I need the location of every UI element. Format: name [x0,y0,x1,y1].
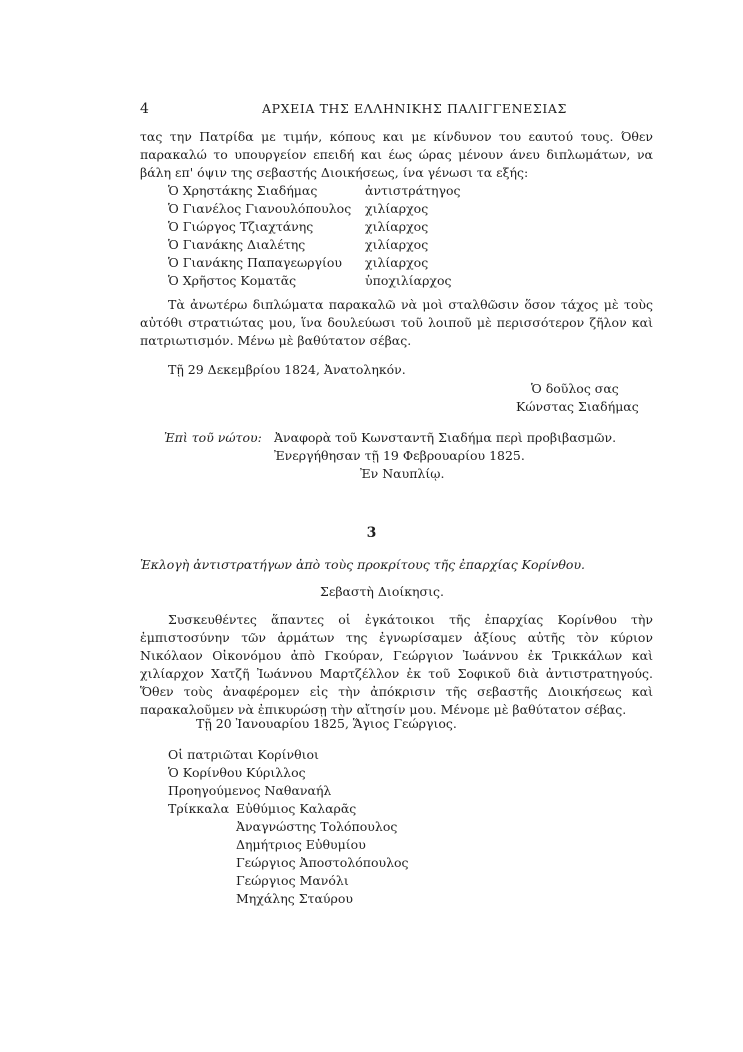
doc3-body-paragraph: Συσκευθέντες ἅπαντες οἱ ἐγκάτοικοι τῆς ἐπαρχίας Κορίνθου τὴν ἐμπιστοσύνην τῶν ἁρμάτων της ἐγνωρίσαμεν ἀξίους αὐτῆς τὸν κύριον Νικόλαον Οἰκονόμου ἀπὸ Γκούραν, Γεώργιον Ἰωάννου ἐκ Τρικκάλων καὶ χιλίαρχον Χατζῆ Ἰωάννου Μαρτζέλλον ἐκ τοῦ Σοφικοῦ διὰ ἀντιστρατηγούς. Ὅθεν τοὺς ἀναφέρομεν εἰς τὴν ἀπόκρισιν τῆς σεβαστῆς Διοικήσεως καὶ παρακαλοῦμεν νὰ ἐπικυρώσῃ τὴν αἴτησίν μου. Μένομε μὲ βαθύτατον σέβας. [140,612,653,717]
officer-rank: χιλίαρχος [365,219,429,234]
verso-line-3: Ἐν Ναυπλίῳ. [360,466,445,481]
officer-name: Ὁ Χρηστάκης Σιαδήμας [168,183,318,198]
officer-rank: χιλίαρχος [365,237,429,252]
doc2-signature-line-1: Ὁ δοῦλος σας [531,381,619,396]
doc3-salutation: Σεβαστὴ Διοίκησις. [320,584,444,599]
officer-rank: ἀντιστράτηγος [365,183,461,198]
verso-label: Ἐπὶ τοῦ νώτου: [164,430,262,445]
trikkala-signatory: Ἀναγνώστης Τολόπουλος [236,819,398,834]
officer-name: Ὁ Γιανάκης Παπαγεωργίου [168,255,343,270]
signatory: Οἱ πατριῶται Κορίνθιοι [168,747,319,762]
verso-line-1: Ἀναφορὰ τοῦ Κωνσταντῆ Σιαδήμα περὶ προβιβασμῶν. [274,430,617,445]
trikkala-signatory: Μηχάλης Σταύρου [236,891,353,906]
officer-name: Ὁ Γιανέλος Γιανουλόπουλος [168,201,352,216]
officer-name: Ὁ Γιώργος Τζιαχτάνης [168,219,314,234]
doc3-date: Τῇ 20 Ἰανουαρίου 1825, Ἅγιος Γεώργιος. [196,716,457,731]
doc2-signature-line-2: Κώνστας Σιαδήμας [516,399,639,414]
signatory: Ὁ Κορίνθου Κύριλλος [168,765,306,780]
document-number: 3 [366,525,377,541]
officer-name: Ὁ Χρῆστος Κοματᾶς [168,273,297,288]
trikkala-signatory: Γεώργιος Ἀποστολόπουλος [236,855,409,870]
doc3-title: Ἐκλογὴ ἀντιστρατήγων ἀπὸ τοὺς προκρίτους τῆς ἐπαρχίας Κορίνθου. [140,557,586,572]
trikkala-signatory: Εὐθύμιος Καλαρᾶς [236,801,357,816]
officer-rank: ὑποχιλίαρχος [365,273,452,288]
officer-rank: χιλίαρχος [365,255,429,270]
doc2-intro-paragraph: τας την Πατρίδα με τιμήν, κόπους και με κίνδυνον του εαυτού τους. Όθεν παρακαλώ το υπουργείον επειδή και έως ώρας μένουν άνευ διπλωμάτων, να βάλη επ' όψιν της σεβαστής Διοικήσεως, ίνα γένωσι τα εξής: [140,129,653,180]
doc2-closing-paragraph: Τὰ ἀνωτέρω διπλώματα παρακαλῶ νὰ μοὶ σταλθῶσιν ὅσον τάχος μὲ τοὺς αὐτόθι στρατιώτας μου, ἵνα δουλεύωσι τοῦ λοιποῦ μὲ περισσότερον ζῆλον καὶ πατριωτισμόν. Μένω μὲ βαθύτατον σέβας. [140,297,653,348]
verso-line-2: Ἐνεργήθησαν τῇ 19 Φεβρουαρίου 1825. [274,448,525,463]
officer-name: Ὁ Γιανάκης Διαλέτης [168,237,306,252]
doc2-date: Τῇ 29 Δεκεμβρίου 1824, Ἀνατοληκόν. [168,362,406,377]
officer-rank: χιλίαρχος [365,201,429,216]
running-title: ΑΡΧΕΙΑ ΤΗΣ ΕΛΛΗΝΙΚΗΣ ΠΑΛΙΓΓΕΝΕΣΙΑΣ [262,101,567,116]
page-number: 4 [140,101,149,117]
trikkala-label: Τρίκκαλα [168,801,230,816]
trikkala-signatory: Γεώργιος Μανόλι [236,873,349,888]
signatory: Προηγούμενος Ναθαναήλ [168,783,332,798]
trikkala-signatory: Δημήτριος Εὐθυμίου [236,837,366,852]
